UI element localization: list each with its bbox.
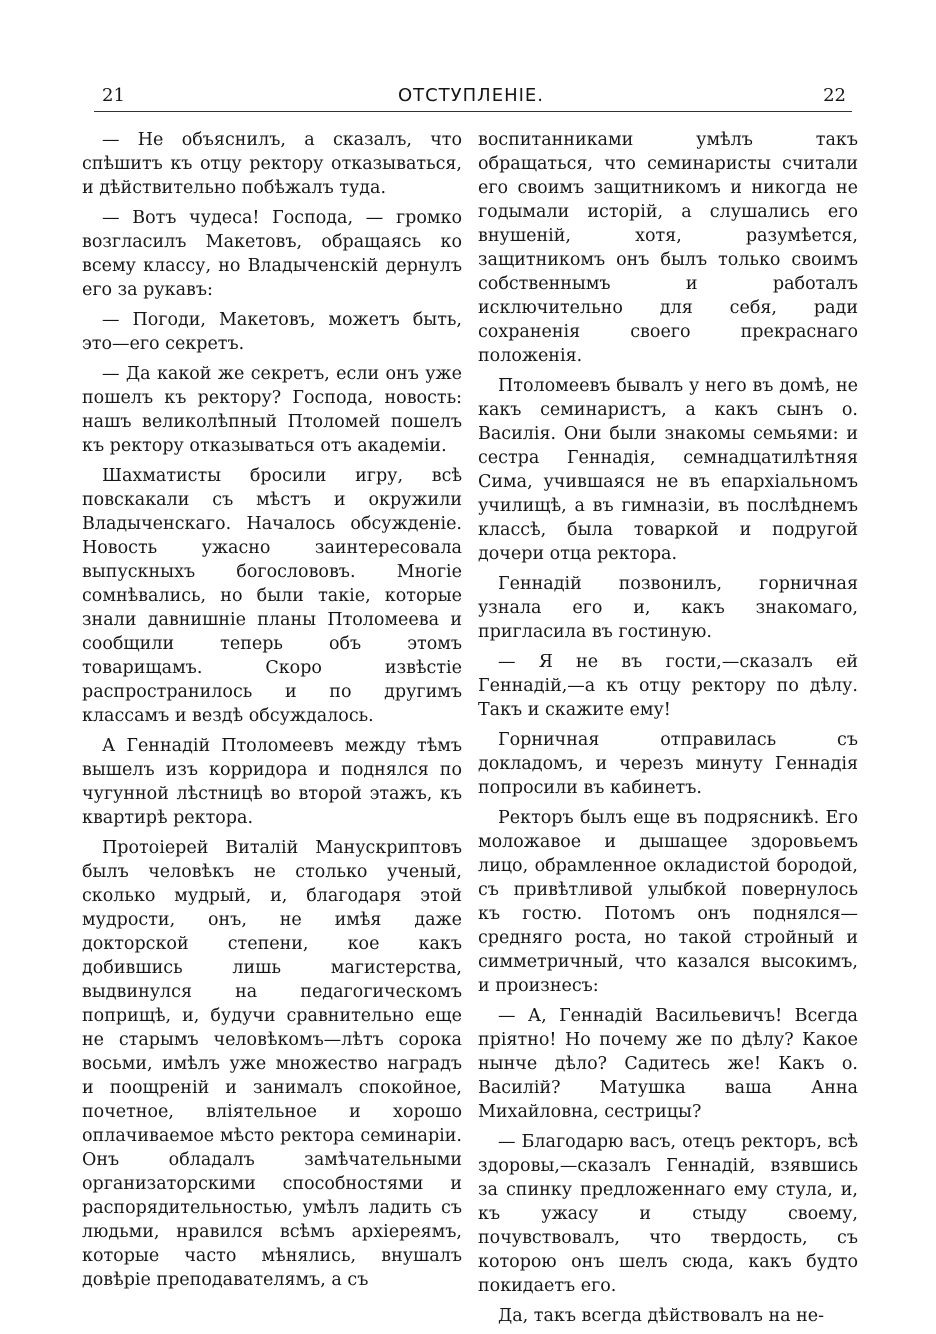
header-rule — [94, 111, 852, 112]
paragraph: Геннадій позвонилъ, горничная узнала его и, какъ знакомаго, пригласила въ гостиную. — [478, 574, 858, 642]
paragraph: — Погоди, Макетовъ, можетъ быть, это—его секретъ. — [82, 310, 462, 354]
paragraph: — Вотъ чудеса! Господа, — громко возгласилъ Макетовъ, обращаясь ко всему классу, но Владыченскій дернулъ его за рукавъ: — [82, 208, 462, 300]
paragraph: — Да какой же секретъ, если онъ уже пошелъ къ ректору? Господа, новость: нашъ великолѣпный Птоломей пошелъ къ ректору отказываться отъ академіи. — [82, 364, 462, 456]
right-page-number: 22 — [823, 85, 846, 106]
paragraph-continuation: воспитанниками умѣлъ такъ обращаться, что семинаристы считали его своимъ защитникомъ и никогда не годымали исторій, а слушались его внушеній, хотя, разумѣется, защитникомъ онъ былъ только своимъ собственнымъ и работалъ исключительно для себя, ради сохраненія своего прекраснаго положенія. — [478, 130, 858, 366]
running-title: ОТСТУПЛЕНІЕ. — [397, 85, 545, 106]
paragraph: — А, Геннадій Васильевичъ! Всегда пріятно! Но почему же по дѣлу? Какое нынче дѣло? Садитесь же! Какъ о. Василій? Матушка ваша Анна Михайловна, сестрицы? — [478, 1006, 858, 1122]
paragraph: Горничная отправилась съ докладомъ, и черезъ минуту Геннадія попросили въ кабинетъ. — [478, 730, 858, 798]
paragraph: — Я не въ гости,—сказалъ ей Геннадій,—а къ отцу ректору по дѣлу. Такъ и скажите ему! — [478, 652, 858, 720]
paragraph: — Не объяснилъ, а сказалъ, что спѣшитъ къ отцу ректору отказываться, и дѣйствительно побѣжалъ туда. — [82, 130, 462, 198]
paragraph: Ректоръ былъ еще въ подрясникѣ. Его моложавое и дышащее здоровьемъ лицо, обрамленное окладистой бородой, съ привѣтливой улыбкой повернулось къ гостю. Потомъ онъ поднялся—средняго роста, но такой стройный и симметричный, что казался высокимъ, и произнесъ: — [478, 808, 858, 996]
paragraph: Протоіерей Виталій Манускриптовъ былъ человѣкъ не столько ученый, сколько мудрый, и, благодаря этой мудрости, онъ, не имѣя даже докторской степени, кое какъ добившись лишь магистерства, выдвинулся на педагогическомъ поприщѣ, и, будучи сравнительно еще не старымъ человѣкомъ—лѣтъ сорока восьми, имѣлъ уже множество наградъ и поощреній и занималъ спокойное, почетное, вліятельное и хорошо оплачиваемое мѣсто ректора семинаріи. Онъ обладалъ замѣчательными организаторскими способностями и распорядительностью, умѣлъ ладить съ людьми, нравился всѣмъ архіереямъ, которые часто мѣнялись, внушалъ довѣріе преподавателямъ, а съ — [82, 838, 462, 1290]
paragraph: Да, такъ всегда дѣйствовалъ на не- — [498, 1306, 825, 1326]
paragraph: Шахматисты бросили игру, всѣ повскакали съ мѣстъ и окружили Владыченскаго. Началось обсужденіе. Новость ужасно заинтересовала выпускныхъ богослововъ. Многіе сомнѣвались, но были такіе, которые знали давнишніе планы Птоломеева и сообщили теперь объ этомъ товарищамъ. Скоро извѣстіе распространилось и по другимъ классамъ и вездѣ обсуждалось. — [82, 466, 462, 726]
paragraph: А Геннадій Птоломеевъ между тѣмъ вышелъ изъ корридора и поднялся по чугунной лѣстницѣ во второй этажъ, къ квартирѣ ректора. — [82, 736, 462, 828]
running-header — [96, 84, 846, 114]
paragraph: — Благодарю васъ, отецъ ректоръ, всѣ здоровы,—сказалъ Геннадій, взявшись за спинку предложеннаго ему стула, и, къ ужасу и стыду своему, почувствовалъ, что твердость, съ которою онъ шелъ сюда, какъ будто покидаетъ его. — [478, 1132, 858, 1296]
right-column — [478, 128, 858, 1334]
left-column — [82, 128, 462, 1298]
paragraph: Птоломеевъ бывалъ у него въ домѣ, не какъ семинаристъ, а какъ сынъ о. Василія. Они были знакомы семьями: и сестра Геннадія, семнадцатилѣтняя Сима, учившаяся не въ епархіальномъ училищѣ, а въ гимназіи, въ послѣднемъ классѣ, была товаркой и подругой дочери отца ректора. — [478, 376, 858, 564]
left-page-number: 21 — [102, 85, 125, 106]
